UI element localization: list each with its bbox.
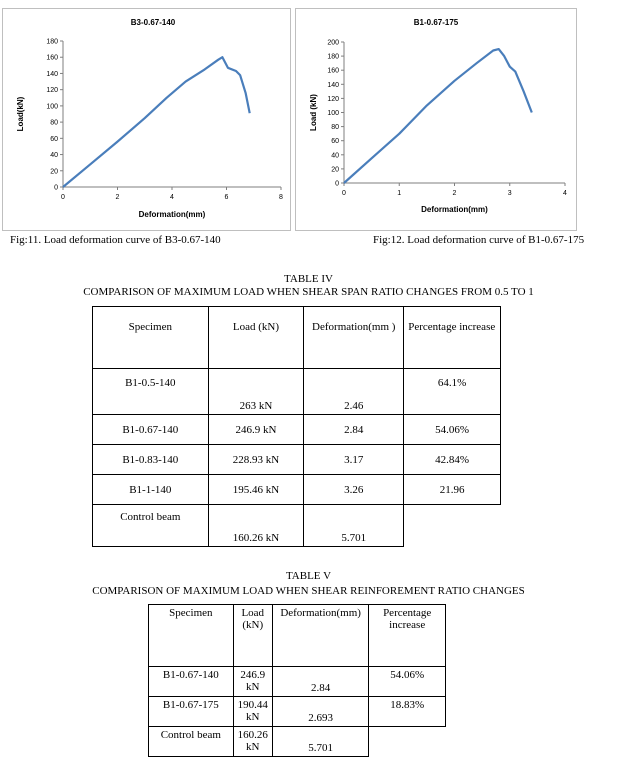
table-cell: 2.84 (304, 415, 404, 445)
table-row (93, 415, 501, 445)
table-cell: 160.26 kN (233, 727, 272, 757)
chart-fig12 (295, 8, 577, 231)
table4 (92, 306, 501, 547)
fig11-y-tick-label: 60 (50, 135, 58, 143)
table5-header-percentage: Percentage increase (369, 605, 446, 667)
fig11-x-tick-label: 2 (115, 194, 120, 201)
fig12-y-tick-label: 20 (331, 166, 339, 174)
fig12-y-tick-label: 200 (327, 39, 339, 47)
fig11-title: B3-0.67-140 (130, 18, 176, 27)
chart-fig12-svg (296, 9, 578, 232)
table-row (149, 727, 446, 757)
table-row (93, 369, 501, 415)
table4-title: COMPARISON OF MAXIMUM LOAD WHEN SHEAR SPAN RATIO CHANGES FROM 0.5 TO 1 (83, 286, 534, 298)
fig12-x-tick-label: 0 (342, 190, 346, 197)
table5-label: TABLE V (285, 570, 332, 582)
table-row (93, 505, 501, 547)
fig12-x-tick-label: 1 (397, 190, 402, 197)
table-cell: 42.84% (404, 445, 501, 475)
fig12-x-axis-label: Deformation(mm) (421, 205, 488, 214)
table-cell: 18.83% (369, 697, 446, 727)
table-cell: 2.46 (304, 369, 404, 415)
table-row (93, 475, 501, 505)
fig11-y-tick-label: 160 (46, 54, 58, 62)
table5-title: COMPARISON OF MAXIMUM LOAD WHEN SHEAR REINFOREMENT RATIO CHANGES (92, 585, 525, 597)
table-cell: B1-0.67-140 (93, 415, 209, 445)
table-cell: B1-0.83-140 (93, 445, 209, 475)
table-cell: Control beam (93, 505, 209, 547)
table4-header-percentage: Percentage increase (404, 307, 501, 369)
fig12-y-tick-label: 140 (327, 81, 339, 89)
fig12-y-tick-label: 0 (335, 180, 339, 188)
fig12-y-tick-label: 180 (327, 53, 339, 61)
fig11-y-tick-label: 180 (46, 38, 58, 46)
table4-label: TABLE IV (284, 273, 333, 285)
table-cell: 263 kN (208, 369, 304, 415)
table-cell: 195.46 kN (208, 475, 304, 505)
table-cell: 3.17 (304, 445, 404, 475)
table-cell: B1-0.67-175 (149, 697, 234, 727)
table-row (149, 667, 446, 697)
table4-header-load: Load (kN) (208, 307, 304, 369)
fig12-y-tick-label: 160 (327, 67, 339, 75)
table-cell: Control beam (149, 727, 234, 757)
table5-header-specimen: Specimen (149, 605, 234, 667)
fig12-x-tick-label: 4 (563, 190, 567, 197)
table-cell: 21.96 (404, 475, 501, 505)
fig12-series-line (344, 49, 532, 183)
table-cell: 54.06% (369, 667, 446, 697)
table5-header-row (149, 605, 446, 667)
fig11-y-tick-label: 120 (46, 87, 58, 95)
table-cell: 246.9 kN (233, 667, 272, 697)
table-cell: 64.1% (404, 369, 501, 415)
fig12-y-tick-label: 60 (331, 138, 339, 146)
fig11-y-tick-label: 40 (50, 152, 58, 160)
fig11-y-tick-label: 100 (46, 103, 58, 111)
table-cell: 2.693 (272, 697, 369, 727)
table-cell-empty (369, 727, 446, 757)
fig11-x-tick-label: 6 (224, 194, 229, 201)
fig12-x-tick-label: 2 (452, 190, 457, 197)
table-cell: 3.26 (304, 475, 404, 505)
table-cell: 54.06% (404, 415, 501, 445)
caption-fig12: Fig:12. Load deformation curve of B1-0.67-175 (373, 234, 585, 246)
table4-header-deformation: Deformation(mm ) (304, 307, 404, 369)
fig11-x-tick-label: 4 (170, 194, 174, 201)
table-cell: B1-1-140 (93, 475, 209, 505)
table-cell: B1-0.5-140 (93, 369, 209, 415)
fig12-x-tick-label: 3 (507, 190, 512, 197)
table4-header-specimen: Specimen (93, 307, 209, 369)
fig11-series-line (63, 57, 250, 187)
fig12-y-tick-label: 40 (331, 152, 339, 160)
table-cell: 5.701 (304, 505, 404, 547)
table5-header-deformation: Deformation(mm) (272, 605, 369, 667)
table-cell: 228.93 kN (208, 445, 304, 475)
fig11-y-axis-label: Load(kN) (16, 96, 25, 132)
fig11-y-tick-label: 20 (50, 168, 58, 176)
fig11-x-tick-label: 8 (279, 194, 283, 201)
fig11-y-tick-label: 0 (54, 184, 58, 192)
caption-fig11: Fig:11. Load deformation curve of B3-0.67-140 (10, 234, 221, 246)
table-cell: B1-0.67-140 (149, 667, 234, 697)
table-cell: 190.44 kN (233, 697, 272, 727)
fig11-x-tick-label: 0 (61, 194, 65, 201)
table-cell: 5.701 (272, 727, 369, 757)
table-cell-empty (404, 505, 501, 547)
table5 (148, 604, 446, 757)
chart-fig11 (2, 8, 291, 231)
table5-header-load: Load (kN) (233, 605, 272, 667)
fig12-y-tick-label: 80 (331, 124, 339, 132)
fig12-y-tick-label: 120 (327, 95, 339, 103)
fig11-y-tick-label: 140 (46, 70, 58, 78)
table-row (149, 697, 446, 727)
table-cell: 2.84 (272, 667, 369, 697)
fig12-y-axis-label: Load (kN) (309, 94, 318, 131)
fig12-title: B1-0.67-175 (413, 18, 459, 27)
fig11-y-tick-label: 80 (50, 119, 58, 127)
table-row (93, 445, 501, 475)
table-cell: 246.9 kN (208, 415, 304, 445)
table-cell: 160.26 kN (208, 505, 304, 547)
fig11-x-axis-label: Deformation(mm) (138, 210, 206, 219)
chart-fig11-svg (3, 9, 292, 232)
table4-header-row (93, 307, 501, 369)
fig12-y-tick-label: 100 (327, 110, 339, 117)
